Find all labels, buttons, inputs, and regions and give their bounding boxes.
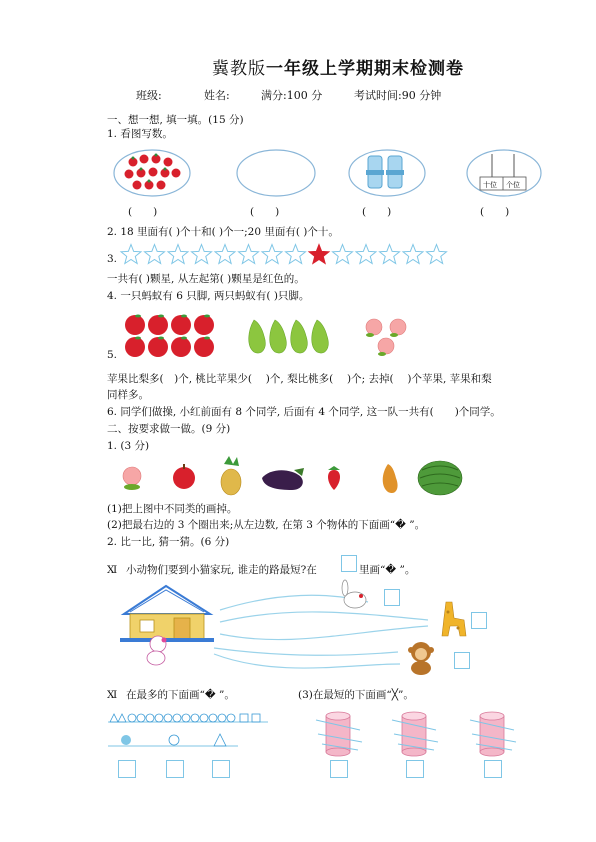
s2-q1-sub1: (1)把上图中不同类的画掉。	[107, 503, 238, 515]
star	[380, 245, 400, 264]
star	[286, 245, 306, 264]
time-label: 考试时间:90 分钟	[354, 89, 442, 102]
answer-box-shapes-3[interactable]	[212, 760, 230, 778]
q1-blank-4[interactable]: ( )	[480, 206, 510, 218]
apple	[125, 337, 145, 357]
s2-q2-sub2-mark: Ⅺ	[107, 689, 118, 701]
name-label: 姓名:	[204, 89, 230, 102]
answer-box-shapes-1[interactable]	[118, 760, 136, 778]
title-prefix: 冀教版	[212, 59, 266, 79]
mixed-objects-row	[112, 456, 472, 498]
abacus-tens-label: 十位	[483, 181, 497, 189]
apple-leaf	[135, 337, 141, 340]
abacus-oval	[466, 148, 542, 198]
answer-box-rabbit[interactable]	[384, 589, 400, 606]
star	[427, 245, 447, 264]
s2-q2-sub2-text: 在最多的下面画“� ”。	[126, 689, 235, 701]
star	[168, 245, 188, 264]
empty-oval	[236, 148, 316, 198]
page-title	[212, 54, 464, 79]
cylinder-1	[316, 712, 362, 756]
abacus-ones-label: 个位	[506, 181, 520, 189]
apple	[148, 315, 168, 335]
red-star	[309, 245, 329, 264]
star	[121, 245, 141, 264]
apple	[171, 337, 191, 357]
star	[403, 245, 423, 264]
q6-text: 6. 同学们做操, 小红前面有 8 个同学, 后面有 4 个同学, 这一队一共有( )个同学。	[107, 406, 501, 418]
star	[145, 245, 165, 264]
q5-number: 5.	[107, 349, 118, 361]
inline-answer-box[interactable]	[341, 555, 357, 572]
q3-text: 一共有( )颗星, 从左起第( )颗星是红色的。	[107, 273, 305, 285]
apple-leaf	[158, 315, 164, 318]
giraffe-icon	[438, 598, 470, 640]
star	[262, 245, 282, 264]
answer-box-monkey[interactable]	[454, 652, 470, 669]
s2-q2-text: 2. 比一比, 猜一猜。(6 分)	[107, 536, 230, 548]
star	[356, 245, 376, 264]
answer-box-cyl-3[interactable]	[484, 760, 502, 778]
bundles-oval	[348, 148, 426, 198]
apple-leaf	[204, 315, 210, 318]
s2-q2-sub1-mark: Ⅺ	[107, 564, 118, 576]
s2-q2-sub3-text: (3)在最短的下面画“╳”。	[298, 689, 414, 701]
q4-text: 4. 一只蚂蚁有 6 只脚, 两只蚂蚁有( )只脚。	[107, 290, 310, 302]
star	[192, 245, 212, 264]
star	[215, 245, 235, 264]
q3-number: 3.	[107, 253, 118, 265]
answer-box-cyl-1[interactable]	[330, 760, 348, 778]
q1-text: 1. 看图写数。	[107, 128, 173, 140]
apple-leaf	[135, 315, 141, 318]
class-label: 班级:	[136, 89, 162, 102]
apple	[194, 337, 214, 357]
apple	[125, 315, 145, 335]
q2-text: 2. 18 里面有( )个十和( )个一;20 里面有( )个十。	[107, 226, 339, 238]
strawberry-oval	[113, 148, 191, 198]
apple	[194, 315, 214, 335]
pears-group	[244, 316, 334, 356]
section1-heading: 一、想一想, 填一填。(15 分)	[107, 114, 244, 126]
answer-box-shapes-2[interactable]	[166, 760, 184, 778]
monkey-icon	[402, 638, 440, 676]
apple-leaf	[181, 337, 187, 340]
answer-box-cyl-2[interactable]	[406, 760, 424, 778]
q1-blank-3[interactable]: ( )	[362, 206, 392, 218]
s2-q2-sub1-text-b: 里画“� ”。	[359, 564, 416, 576]
star	[239, 245, 259, 264]
cylinder-3	[470, 712, 516, 756]
q5-text-2: 同样多。	[107, 389, 149, 401]
star-row	[120, 242, 460, 268]
cylinder-row	[310, 710, 530, 760]
answer-box-giraffe[interactable]	[471, 612, 487, 629]
title-main: 一年级上学期期末检测卷	[266, 59, 464, 79]
s2-q1-text: 1. (3 分)	[107, 440, 150, 452]
peaches-group	[360, 316, 416, 358]
star	[333, 245, 353, 264]
apple-leaf	[181, 315, 187, 318]
s2-q2-sub1-text-a: 小动物们要到小猫家玩, 谁走的路最短?在	[126, 564, 317, 576]
apple-leaf	[158, 337, 164, 340]
q1-blank-1[interactable]: ( )	[128, 206, 158, 218]
section2-heading: 二、按要求做一做。(9 分)	[107, 423, 231, 435]
apple	[148, 337, 168, 357]
apple	[171, 315, 191, 335]
rabbit-icon	[335, 580, 375, 612]
q5-text-1: 苹果比梨多( )个, 桃比苹果少( )个, 梨比桃多( )个; 去掉( )个苹果, 苹果和梨	[107, 373, 492, 385]
apples-group	[124, 313, 216, 359]
q1-blank-2[interactable]: ( )	[250, 206, 280, 218]
apple-leaf	[204, 337, 210, 340]
s2-q1-sub2: (2)把最右边的 3 个圈出来;从左边数, 在第 3 个物体的下面画“� ”。	[107, 519, 426, 531]
score-label: 满分:100 分	[261, 89, 323, 102]
cylinder-2	[392, 712, 438, 756]
